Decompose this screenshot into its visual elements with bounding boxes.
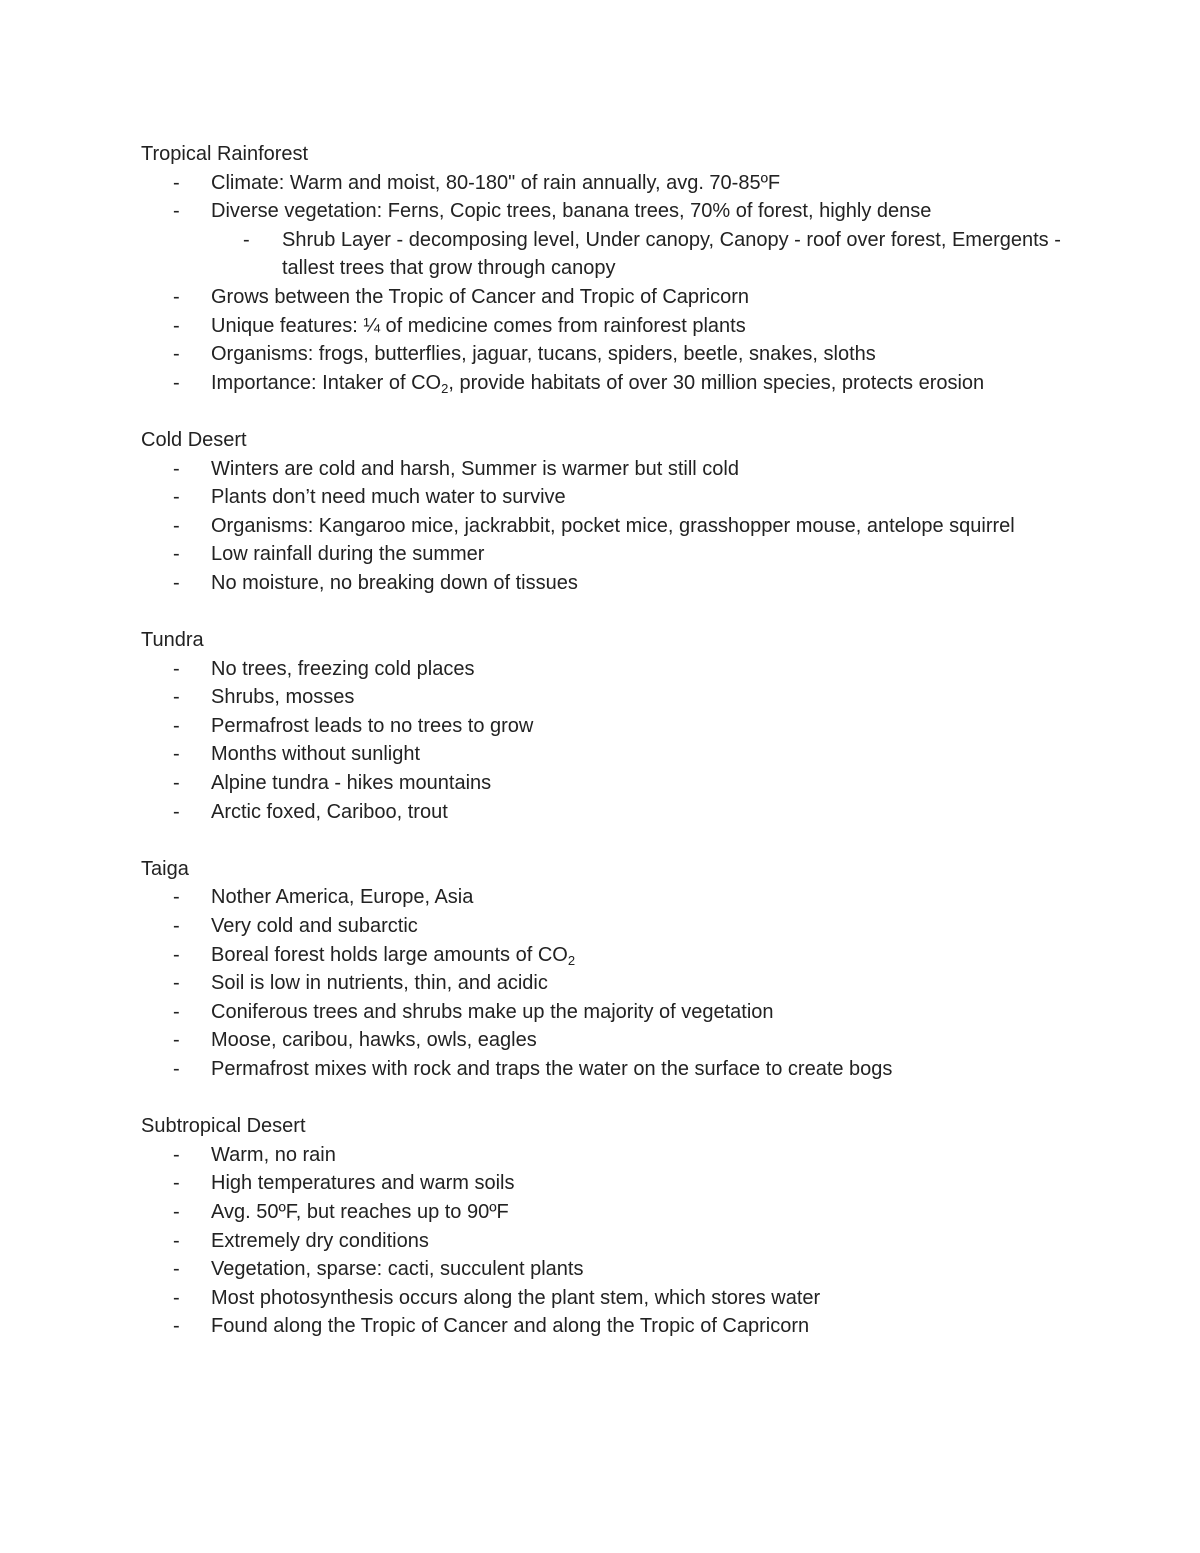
list-item bbox=[141, 512, 1101, 541]
list-item-text: High temperatures and warm soils bbox=[211, 1172, 515, 1195]
list-item-text: Permafrost mixes with rock and traps the water on the surface to create bogs bbox=[211, 1058, 893, 1080]
list-item-text: Organisms: frogs, butterflies, jaguar, tucans, spiders, beetle, snakes, sloths bbox=[211, 343, 876, 366]
list-item-text: Low rainfall during the summer bbox=[211, 543, 485, 566]
dash-bullet-icon: - bbox=[173, 1315, 180, 1338]
list-item bbox=[141, 969, 1101, 998]
dash-bullet-icon: - bbox=[173, 915, 180, 938]
list-item-text: Unique features: ¼ of medicine comes from rainforest plants bbox=[211, 314, 746, 337]
dash-bullet-icon: - bbox=[173, 1200, 180, 1223]
list-item bbox=[141, 540, 1101, 569]
document-page bbox=[141, 140, 1101, 1370]
list-item-text: Climate: Warm and moist, 80-180" of rain annually, avg. 70-85ºF bbox=[211, 171, 781, 194]
list-item-text: Soil is low in nutrients, thin, and acidic bbox=[211, 972, 548, 995]
list-item-text: Found along the Tropic of Cancer and along the Tropic of Capricorn bbox=[211, 1315, 810, 1338]
nested-list-item-text: Shrub Layer - decomposing level, Under canopy, Canopy - roof over forest, Emergents - tallest trees that grow through canopy bbox=[282, 228, 1061, 280]
list-item bbox=[141, 1026, 1101, 1055]
list-item bbox=[141, 312, 1101, 341]
bullet-list bbox=[141, 883, 1101, 1083]
list-item-text: Arctic foxed, Cariboo, trout bbox=[211, 800, 448, 823]
list-item bbox=[141, 912, 1101, 941]
list-item bbox=[141, 655, 1101, 684]
list-item bbox=[141, 283, 1101, 312]
list-item bbox=[141, 1169, 1101, 1198]
section-tundra bbox=[141, 626, 1101, 826]
dash-bullet-icon: - bbox=[173, 314, 180, 337]
list-item bbox=[141, 1198, 1101, 1227]
list-item bbox=[141, 197, 1101, 283]
section-tropical-rainforest bbox=[141, 140, 1101, 397]
list-item-text: Alpine tundra - hikes mountains bbox=[211, 772, 492, 795]
dash-bullet-icon: - bbox=[173, 972, 180, 995]
list-item-text: Winters are cold and harsh, Summer is warmer but still cold bbox=[211, 457, 739, 480]
list-item-text: Coniferous trees and shrubs make up the majority of vegetation bbox=[211, 1000, 774, 1023]
list-item bbox=[141, 998, 1101, 1027]
list-item bbox=[141, 569, 1101, 598]
list-item-text: No trees, freezing cold places bbox=[211, 657, 475, 680]
list-item-text: Extremely dry conditions bbox=[211, 1229, 429, 1252]
list-item-text: Importance: Intaker of CO bbox=[211, 371, 442, 394]
list-item-text: Months without sunlight bbox=[211, 743, 421, 766]
list-item-text: No moisture, no breaking down of tissues bbox=[211, 571, 578, 594]
section-heading: Tropical Rainforest bbox=[141, 143, 309, 165]
list-item-text: Grows between the Tropic of Cancer and Tropic of Capricorn bbox=[211, 285, 750, 308]
dash-bullet-icon: - bbox=[173, 1000, 180, 1023]
dash-bullet-icon: - bbox=[173, 772, 180, 795]
list-item bbox=[141, 883, 1101, 912]
section-heading: Taiga bbox=[141, 857, 189, 880]
list-item bbox=[141, 1055, 1101, 1084]
list-item bbox=[141, 1312, 1101, 1341]
list-item-text: Vegetation, sparse: cacti, succulent plants bbox=[211, 1258, 584, 1281]
dash-bullet-icon: - bbox=[173, 743, 180, 766]
list-item-text: Permafrost leads to no trees to grow bbox=[211, 714, 534, 737]
dash-bullet-icon: - bbox=[173, 486, 180, 509]
dash-bullet-icon: - bbox=[173, 371, 180, 394]
dash-bullet-icon: - bbox=[173, 1058, 180, 1080]
list-item bbox=[141, 1227, 1101, 1256]
dash-bullet-icon: - bbox=[173, 686, 180, 709]
list-item-text: Organisms: Kangaroo mice, jackrabbit, pocket mice, grasshopper mouse, antelope squirrel bbox=[211, 514, 1015, 537]
subscript: 2 bbox=[441, 380, 449, 396]
section-heading: Subtropical Desert bbox=[141, 1115, 306, 1138]
dash-bullet-icon: - bbox=[173, 457, 180, 480]
section-subtropical-desert bbox=[141, 1112, 1101, 1341]
list-item bbox=[141, 1141, 1101, 1170]
bullet-list bbox=[141, 455, 1101, 598]
dash-bullet-icon: - bbox=[173, 200, 180, 223]
dash-bullet-icon: - bbox=[173, 943, 180, 966]
list-item bbox=[141, 712, 1101, 741]
nested-bullet-list bbox=[211, 226, 1101, 283]
list-item-text: Shrubs, mosses bbox=[211, 686, 355, 709]
dash-bullet-icon: - bbox=[243, 228, 250, 251]
section-taiga bbox=[141, 855, 1101, 1084]
list-item-text: Moose, caribou, hawks, owls, eagles bbox=[211, 1029, 537, 1052]
list-item bbox=[141, 483, 1101, 512]
dash-bullet-icon: - bbox=[173, 886, 180, 909]
dash-bullet-icon: - bbox=[173, 1229, 180, 1252]
bullet-list bbox=[141, 1141, 1101, 1341]
section-heading: Cold Desert bbox=[141, 428, 247, 451]
dash-bullet-icon: - bbox=[173, 285, 180, 308]
list-item bbox=[141, 1284, 1101, 1313]
list-item bbox=[141, 455, 1101, 484]
list-item bbox=[141, 683, 1101, 712]
list-item-text-continued: , provide habitats of over 30 million species, protects erosion bbox=[448, 371, 985, 394]
list-item-text: Very cold and subarctic bbox=[211, 915, 418, 938]
list-item bbox=[141, 169, 1101, 198]
list-item bbox=[141, 941, 1101, 970]
list-item bbox=[141, 340, 1101, 369]
nested-list-item bbox=[211, 226, 1101, 283]
list-item bbox=[141, 798, 1101, 827]
section-cold-desert bbox=[141, 426, 1101, 598]
list-item-text: Plants don’t need much water to survive bbox=[211, 486, 566, 509]
dash-bullet-icon: - bbox=[173, 514, 180, 537]
dash-bullet-icon: - bbox=[173, 800, 180, 823]
list-item bbox=[141, 1255, 1101, 1284]
dash-bullet-icon: - bbox=[173, 171, 180, 194]
list-item-text: Avg. 50ºF, but reaches up to 90ºF bbox=[211, 1200, 509, 1223]
list-item-text: Diverse vegetation: Ferns, Copic trees, banana trees, 70% of forest, highly dense bbox=[211, 200, 932, 223]
list-item-text: Nother America, Europe, Asia bbox=[211, 886, 474, 909]
dash-bullet-icon: - bbox=[173, 1258, 180, 1281]
dash-bullet-icon: - bbox=[173, 543, 180, 566]
section-heading: Tundra bbox=[141, 629, 204, 652]
dash-bullet-icon: - bbox=[173, 1286, 180, 1309]
dash-bullet-icon: - bbox=[173, 343, 180, 366]
list-item bbox=[141, 369, 1101, 398]
list-item-text: Boreal forest holds large amounts of CO bbox=[211, 943, 568, 966]
list-item bbox=[141, 740, 1101, 769]
dash-bullet-icon: - bbox=[173, 714, 180, 737]
list-item bbox=[141, 769, 1101, 798]
bullet-list bbox=[141, 655, 1101, 827]
dash-bullet-icon: - bbox=[173, 571, 180, 594]
dash-bullet-icon: - bbox=[173, 657, 180, 680]
dash-bullet-icon: - bbox=[173, 1029, 180, 1052]
list-item-text: Most photosynthesis occurs along the plant stem, which stores water bbox=[211, 1286, 821, 1309]
list-item-text: Warm, no rain bbox=[211, 1143, 336, 1166]
dash-bullet-icon: - bbox=[173, 1172, 180, 1195]
dash-bullet-icon: - bbox=[173, 1143, 180, 1166]
bullet-list bbox=[141, 169, 1101, 398]
subscript: 2 bbox=[567, 952, 576, 968]
